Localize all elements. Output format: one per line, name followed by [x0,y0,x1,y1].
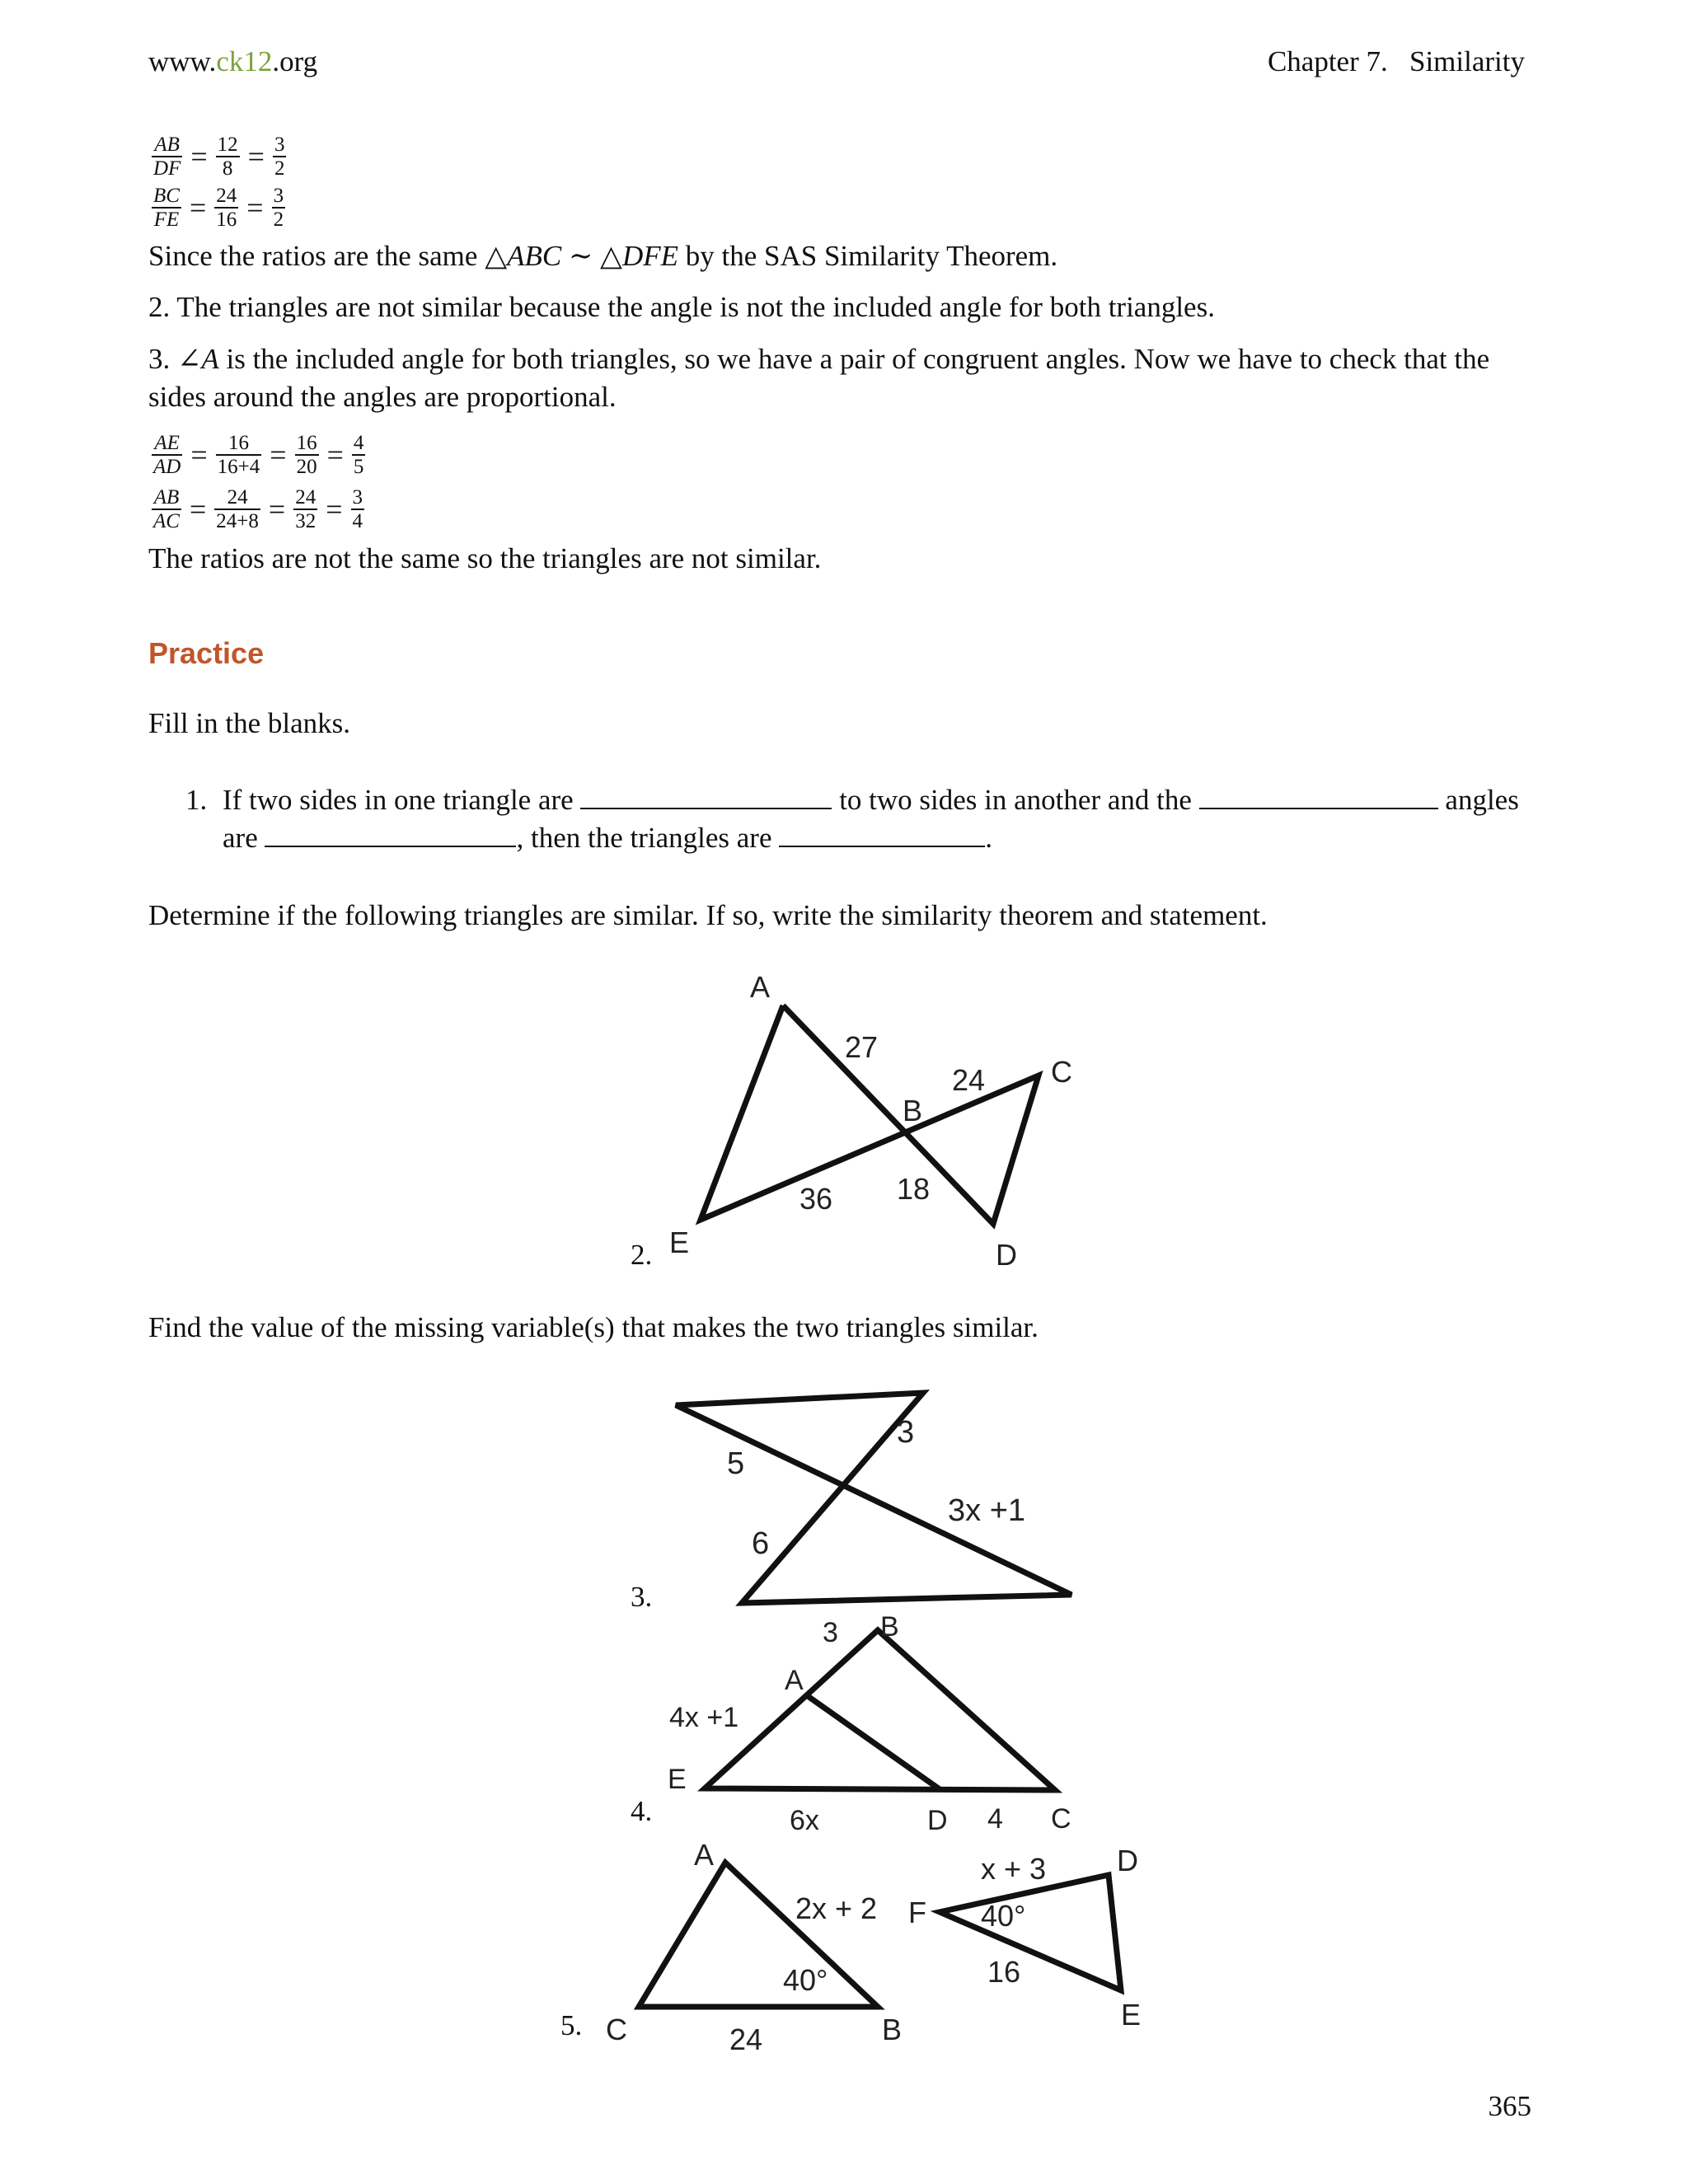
label-C: C [1051,1055,1072,1089]
figure-3-number: 3. [631,1581,653,1613]
blank-2[interactable] [1199,783,1438,809]
chapter-title: Chapter 7. Similarity [1267,45,1525,77]
side-6: 6 [752,1526,770,1561]
figure-4-outer-triangle [705,1630,1055,1790]
side-24: 24 [952,1063,986,1097]
side-3: 3 [823,1617,838,1648]
conclusion-not-similar: The ratios are not the same so the triangles are not similar. [148,542,822,574]
label-A: A [750,970,771,1004]
side-18: 18 [897,1172,931,1206]
side-5: 5 [727,1446,745,1481]
answer-2: 2. The triangles are not similar because the angle is not the included angle for both triangles. [148,291,1215,323]
label-E: E [1121,1998,1142,2032]
side-x-plus-3: x + 3 [981,1852,1047,1886]
blank-1[interactable] [580,783,832,809]
answer-3: 3. ∠A is the included angle for both triangles, so we have a pair of congruent angles. Now we have to check that the sides around the angles are proportional. [148,343,1490,413]
question-1-line-2: are , then the triangles are . [223,822,992,854]
figure-5-triangle-def [940,1875,1121,1990]
label-D: D [1117,1844,1138,1877]
question-1-number: 1. [185,784,208,816]
site-url: www.ck12.org [148,45,318,77]
practice-heading: Practice [148,636,265,670]
side-16: 16 [987,1955,1021,1989]
ratio-ab-df: $\frac{AB}{DF}$ = $\frac{12}{8}$ = $\frac{3}{2}$ [153,134,285,180]
label-A: A [785,1665,804,1696]
side-4: 4 [987,1803,1003,1835]
question-1-line-1: If two sides in one triangle are to two sides in another and the angles [223,784,1519,816]
side-6x: 6x [790,1805,819,1836]
figure-2-triangles [659,960,1104,1273]
label-E: E [669,1226,690,1259]
side-3: 3 [897,1415,915,1450]
label-D: D [927,1805,948,1836]
side-24: 24 [729,2022,763,2056]
figure-4-triangles [659,1607,1104,1838]
page-number: 365 [1488,2090,1531,2122]
angle-40-f: 40° [981,1899,1026,1933]
figure-5-triangle-abc [639,1863,878,2007]
label-B: B [903,1094,923,1127]
side-36: 36 [799,1182,833,1216]
figure-4-parallel-segment [808,1696,940,1789]
find-instruction: Find the value of the missing variable(s) that makes the two triangles similar. [148,1311,1039,1343]
ratio-bc-fe: $\frac{BC}{FE}$ = $\frac{24}{16}$ = $\frac{3}{2}$ [153,185,284,231]
label-B: B [880,1611,899,1643]
side-3x-plus-1: 3x +1 [948,1493,1026,1528]
blank-3[interactable] [265,821,516,847]
ratio-ab-ac: $\frac{AB}{AC}$ = $\frac{24}{24+8}$ = $\frac{24}{32}$ = $\frac{3}{4}$ [153,486,363,532]
label-E: E [668,1764,687,1795]
label-D: D [996,1238,1017,1272]
side-27: 27 [845,1030,879,1064]
label-B: B [882,2013,903,2046]
ratio-ae-ad: $\frac{AE}{AD}$ = $\frac{16}{16+4}$ = $\frac{16}{20}$ = $\frac{4}{5}$ [153,432,364,478]
blank-4[interactable] [779,821,985,847]
angle-40-b: 40° [783,1963,828,1997]
label-C: C [606,2013,627,2046]
similarity-statement: Since the ratios are the same △ABC ∼ △DFE by the SAS Similarity Theorem. [148,240,1058,272]
side-2x-plus-2: 2x + 2 [795,1891,878,1925]
site-brand: ck12 [216,45,273,77]
figure-3-triangles [659,1376,1104,1615]
figure-2-number: 2. [631,1239,653,1271]
label-A: A [694,1838,715,1872]
side-4x-plus-1: 4x +1 [669,1702,739,1733]
determine-instruction: Determine if the following triangles are similar. If so, write the similarity theorem and statement. [148,899,1268,931]
fill-instruction: Fill in the blanks. [148,707,350,739]
figure-5-triangles [593,1834,1170,2064]
label-C: C [1051,1803,1071,1835]
figure-4-number: 4. [631,1795,653,1827]
figure-5-number: 5. [560,2009,583,2041]
label-F: F [908,1896,926,1929]
